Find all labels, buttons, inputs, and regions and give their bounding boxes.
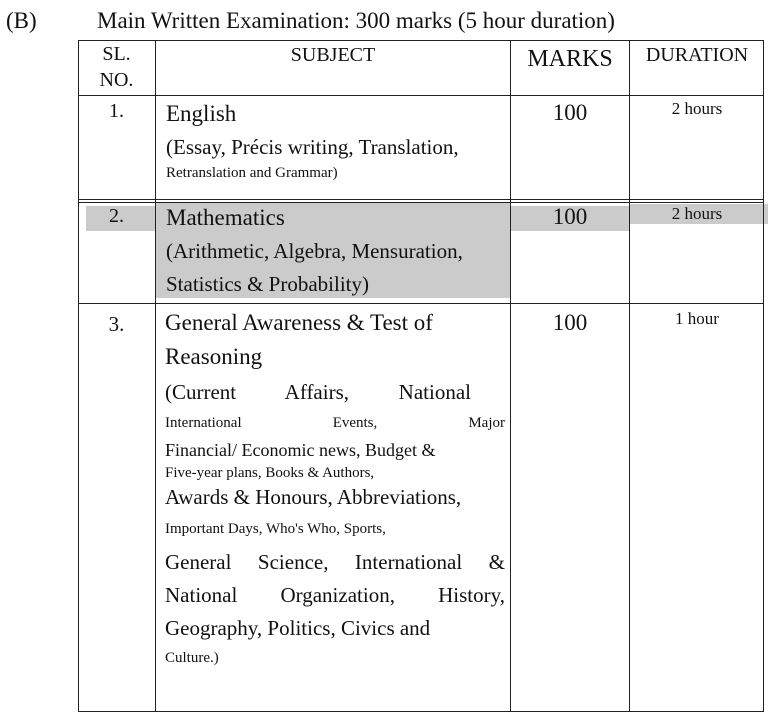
row-2-sl: 2. (109, 205, 124, 227)
row-1-duration: 2 hours (671, 99, 723, 118)
row-3-detail-line6: Important Days, Who's Who, Sports, (165, 521, 386, 537)
column-divider-sl (155, 40, 156, 712)
table-border-right (763, 40, 764, 712)
row-3-sl: 3. (108, 312, 125, 336)
row-1-detail-line2: Retranslation and Grammar) (166, 165, 338, 181)
row-1-subject (166, 97, 504, 182)
row-3-detail-line5: Awards & Honours, Abbreviations, (165, 485, 462, 509)
row-3-detail-line10: Culture.) (165, 650, 219, 666)
row-2-bottom-line (78, 303, 764, 304)
row-3-detail-line4: Five-year plans, Books & Authors, (165, 465, 375, 481)
row-1-bottom-line (78, 199, 764, 200)
row-2-detail-line1: (Arithmetic, Algebra, Mensuration, (166, 239, 463, 263)
page-title: Main Written Examination: 300 marks (5 hour duration) (97, 8, 615, 33)
header-sl-no (78, 41, 155, 93)
row-1-sl: 1. (109, 100, 124, 122)
row-3-detail-line7: General Science, International & (165, 550, 505, 574)
row-3-subject-title-line2: Reasoning (165, 344, 263, 369)
row-2-subject-title: Mathematics (166, 205, 285, 230)
column-divider-marks (629, 40, 630, 712)
row-2-subject (166, 201, 504, 301)
header-bottom-line (78, 95, 764, 96)
row-3-duration: 1 hour (675, 309, 719, 328)
header-sl-line2: NO. (99, 69, 134, 91)
row-1-detail-line1: (Essay, Précis writing, Translation, (166, 135, 459, 159)
header-duration: DURATION (645, 44, 749, 66)
header-sl-line1: SL. (102, 43, 131, 65)
column-divider-subject (510, 40, 511, 712)
table-border-bottom (78, 711, 764, 712)
row-3-subject (165, 306, 505, 672)
row-2-marks: 100 (552, 204, 588, 229)
row-2-duration: 2 hours (671, 204, 723, 223)
row-3-detail-line3: Financial/ Economic news, Budget & (165, 440, 436, 460)
table-border-top (78, 40, 764, 41)
row-1-marks: 100 (552, 100, 588, 125)
row-1-subject-title: English (166, 101, 237, 126)
row-3-detail-line1: (Current Affairs, National (165, 380, 471, 404)
table-border-left (78, 40, 79, 712)
row-3-detail-line9: Geography, Politics, Civics and (165, 616, 431, 640)
header-subject: SUBJECT (290, 44, 376, 66)
section-label: (B) (6, 8, 37, 33)
row-2-detail-line2: Statistics & Probability) (166, 272, 369, 296)
header-marks: MARKS (527, 46, 613, 72)
row-3-detail-line2: International Events, Major (165, 415, 505, 431)
row-3-detail-line8: National Organization, History, (165, 583, 505, 607)
exam-table (78, 40, 764, 712)
row-3-subject-title-line1: General Awareness & Test of (165, 310, 433, 335)
row-3-marks: 100 (552, 310, 588, 335)
